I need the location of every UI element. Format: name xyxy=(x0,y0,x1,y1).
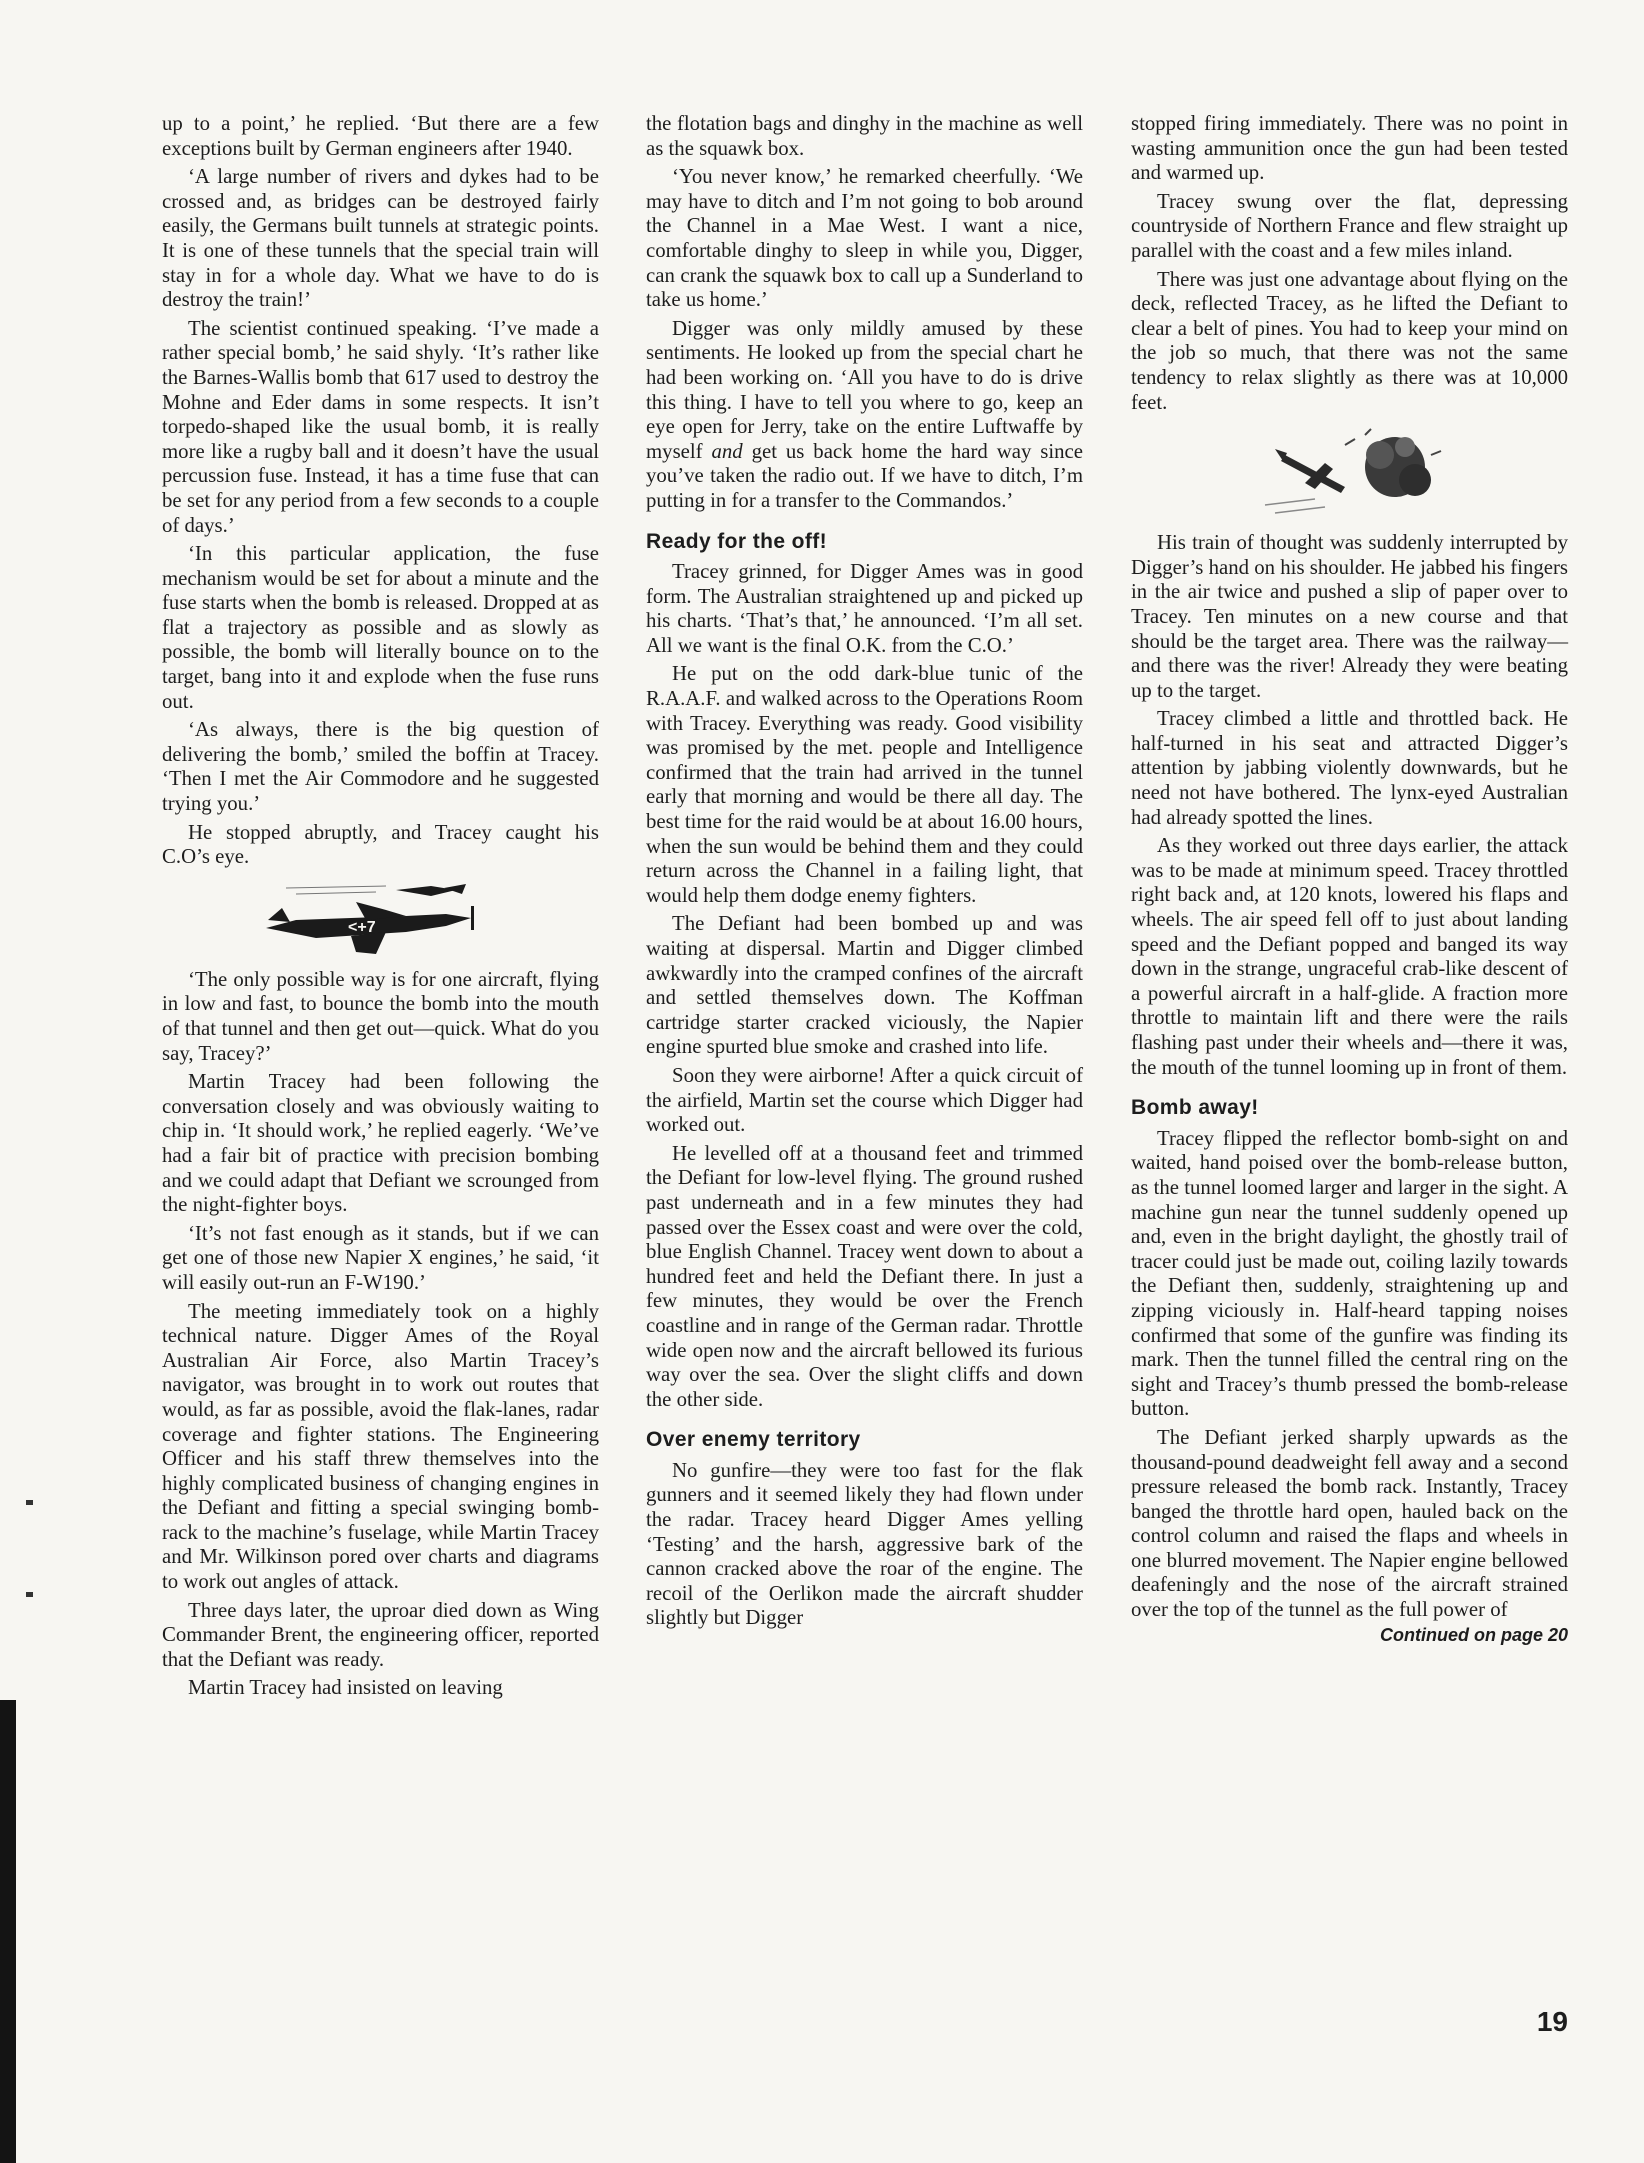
paragraph: Three days later, the uproar died down as Wing Commander Brent, the engineering officer, reported that the Defiant was ready. xyxy=(162,1598,599,1671)
paragraph xyxy=(646,317,1083,514)
paragraph: stopped firing immediately. There was no point in wasting ammunition once the gun had been tested and warmed up. xyxy=(1131,112,1568,185)
paragraph: He put on the odd dark-blue tunic of the R.A.A.F. and walked across to the Operations Room with Tracey. Everything was ready. Good visibility was promised by the met. people and Intelligence confirmed that the train had arrived in the tunnel early that morning and would be there all day. The best time for the raid would be at about 16.00 hours, when the sun would be behind them and they could return across the Channel in a failing light, that would help them dodge enemy fighters. xyxy=(646,662,1083,907)
page-number: 19 xyxy=(1536,2006,1568,2037)
paragraph: ‘It’s not fast enough as it stands, but if we can get one of those new Napier X engines,’ he said, ‘it will easily out-run an F-W190.’ xyxy=(162,1221,599,1294)
paragraph: He levelled off at a thousand feet and trimmed the Defiant for low-level flying. The ground rushed past underneath and in a few minutes they had passed over the Essex coast and were over the cold, blue English Channel. Tracey went down to about a hundred feet and held the Defiant there. In just a few minutes, they would be over the French coastline and in range of the German radar. Throttle wide open now and the aircraft bellowed its furious way over the sea. Over the slight cliffs and down the other side. xyxy=(646,1141,1083,1411)
paragraph: Martin Tracey had been following the conversation closely and was obviously waiting to chip in. ‘It should work,’ he replied eagerly. ‘We’ve had a fair bit of practice with precision bombing and we could adapt that Defiant we scrounged from the night-fighter boys. xyxy=(162,1070,599,1217)
continued-note: Continued on page 20 xyxy=(1379,1624,1568,1645)
paragraph: ‘You never know,’ he remarked cheerfully. ‘We may have to ditch and I’m not going to bob around the Channel in a Mae West. I want a nice, comfortable dinghy to sleep in while you, Digger, can crank the squawk box to call up a Sunderland to take us home.’ xyxy=(646,165,1083,312)
scan-mark xyxy=(26,1592,33,1597)
paragraph: Martin Tracey had insisted on leaving xyxy=(188,1676,503,1700)
text-run: get us back home the hard way since you’ve taken the radio out. If we have to ditch, I’m putting in for a transfer to the Commandos.’ xyxy=(646,439,1083,512)
paragraph: Soon they were airborne! After a quick circuit of the airfield, Martin set the course which Digger had worked out. xyxy=(646,1063,1083,1137)
paragraph: As they worked out three days earlier, the attack was to be made at minimum speed. Tracey throttled right back and, at 120 knots, lowered his flaps and wheels. The air speed fell off to just about landing speed and the Defiant popped and banged its way down in the strange, ungraceful crab-like descent of a powerful aircraft in a half-glide. A fraction more throttle to maintain lift and there were the rails flashing past under their wheels and—there it was, the mouth of the tunnel looming up in front of them. xyxy=(1131,834,1568,1079)
section-heading: Ready for the off! xyxy=(646,529,828,553)
section-heading: Over enemy territory xyxy=(646,1428,861,1452)
paragraph: There was just one advantage about flying on the deck, reflected Tracey, as he lifted the Defiant to clear a belt of pines. You had to keep your mind on the job so much, that there was not the same tendency to relax slightly as there was at 10,000 feet. xyxy=(1131,267,1568,414)
paragraph: ‘In this particular application, the fuse mechanism would be set for about a minute and the fuse starts when the bomb is released. Dropped at as flat a trajectory as possible and as slowly as possible, the bomb will literally bounce on to the target, bang into it and explode when the fuse runs out. xyxy=(162,542,599,713)
fighter-aircraft-illustration xyxy=(256,880,506,958)
paragraph: ‘The only possible way is for one aircraft, flying in low and fast, to bounce the bomb into the mouth of that tunnel and then get out—quick. What do you say, Tracey?’ xyxy=(162,967,599,1065)
paragraph: The scientist continued speaking. ‘I’ve made a rather special bomb,’ he said shyly. ‘It’s rather like the Barnes-Wallis bomb that 617 used to destroy the Mohne and Eder dams in some respects. It isn’t torpedo-shaped like the usual bomb, it is really more like a rugby ball and it doesn’t have the usual percussion fuse. Instead, it has a time fuse that can be set for any period from a few seconds to a couple of days.’ xyxy=(162,316,599,537)
scan-mark xyxy=(26,1500,33,1505)
paragraph: up to a point,’ he replied. ‘But there are a few exceptions built by German engineers after 1940. xyxy=(162,112,599,160)
paragraph: He stopped abruptly, and Tracey caught his C.O’s eye. xyxy=(162,820,599,869)
paragraph: Tracey climbed a little and throttled back. He half-turned in his seat and attracted Digger’s attention by jabbing violently downwards, but he need not have bothered. The lynx-eyed Australian had already spotted the lines. xyxy=(1131,707,1568,829)
paragraph: ‘As always, there is the big question of delivering the bomb,’ smiled the boffin at Tracey. ‘Then I met the Air Commodore and he suggested trying you.’ xyxy=(162,718,599,816)
paragraph: The Defiant had been bombed up and was waiting at dispersal. Martin and Digger climbed awkwardly into the cramped confines of the aircraft and settled themselves down. The Koffman cartridge starter cracked viciously, the Napier engine spurted blue smoke and crashed into life. xyxy=(646,912,1083,1059)
paragraph: Tracey flipped the reflector bomb-sight on and waited, hand poised over the bomb-release button, as the tunnel loomed larger and larger in the sight. A machine gun near the tunnel suddenly opened up and, even in the bright daylight, the ghostly trail of tracer could just be made out, coiling lazily towards the Defiant then, suddenly, straightening up and zipping viciously in. Half-heard tapping noises confirmed that some of the gunfire was finding its mark. Then the tunnel filled the central ring on the sight and Tracey’s thumb pressed the bomb-release button. xyxy=(1131,1126,1568,1421)
paragraph: Tracey grinned, for Digger Ames was in good form. The Australian straightened up and picked up his charts. ‘That’s that,’ he announced. ‘I’m all set. All we want is the final O.K. from the C.O.’ xyxy=(646,560,1083,657)
paragraph: His train of thought was suddenly interrupted by Digger’s hand on his shoulder. He jabbed his fingers in the air twice and pushed a slip of paper over to Tracey. Ten minutes on a new course and that should be the target area. There was the railway—and there was the river! Already they were beating up to the target. xyxy=(1131,531,1568,702)
aircraft-explosion-illustration xyxy=(1245,425,1455,521)
paragraph: the flotation bags and dinghy in the machine as well as the squawk box. xyxy=(646,112,1083,160)
text-column-2 xyxy=(646,112,1083,1631)
emphasis-text: and xyxy=(711,439,743,463)
paragraph: No gunfire—they were too fast for the flak gunners and it seemed likely they had flown under the radar. Tracey heard Digger Ames yelling ‘Testing’ and the harsh, aggressive bark of the cannon cracked above the roar of the engine. The recoil of the Oerlikon made the aircraft shudder slightly but Digger xyxy=(646,1458,1083,1630)
fuselage-marking: <+7 xyxy=(347,918,376,936)
text-column-3 xyxy=(1131,112,1568,1647)
text-column-1 xyxy=(162,112,599,1701)
paragraph: The Defiant jerked sharply upwards as the thousand-pound deadweight fell away and a second pressure released the bomb rack. Instantly, Tracey banged the throttle hard open, hauled back on the control column and raised the flaps and wheels in one blurred movement. The Napier engine bellowed deafeningly and the nose of the aircraft strained over the top of the tunnel as the full power of xyxy=(1131,1425,1568,1622)
text-run: Digger was only mildly amused by these sentiments. He looked up from the special chart he had been working on. ‘All you have to do is drive this thing. I have to tell you where to go, keep an eye open for Jerry, take on the entire Luftwaffe by myself xyxy=(646,316,1083,463)
paragraph: The meeting immediately took on a highly technical nature. Digger Ames of the Royal Australian Air Force, also Martin Tracey’s navigator, was brought in to work out routes that would, as far as possible, avoid the flak-lanes, radar coverage and fighter stations. The Engineering Officer and his staff threw themselves into the highly complicated business of changing engines in the Defiant and fitting a special swinging bomb-rack to the machine’s fuselage, while Martin Tracey and Mr. Wilkinson pored over charts and diagrams to work out angles of attack. xyxy=(162,1299,599,1594)
section-heading: Bomb away! xyxy=(1131,1096,1259,1120)
paragraph: ‘A large number of rivers and dykes had to be crossed and, as bridges can be destroyed fairly easily, the Germans built tunnels at strategic points. It is one of these tunnels that the special train will stay in for a whole day. What we have to do is destroy the train!’ xyxy=(162,165,599,312)
binding-edge xyxy=(0,1700,16,2163)
paragraph: Tracey swung over the flat, depressing countryside of Northern France and flew straight up parallel with the coast and a few miles inland. xyxy=(1131,189,1568,262)
